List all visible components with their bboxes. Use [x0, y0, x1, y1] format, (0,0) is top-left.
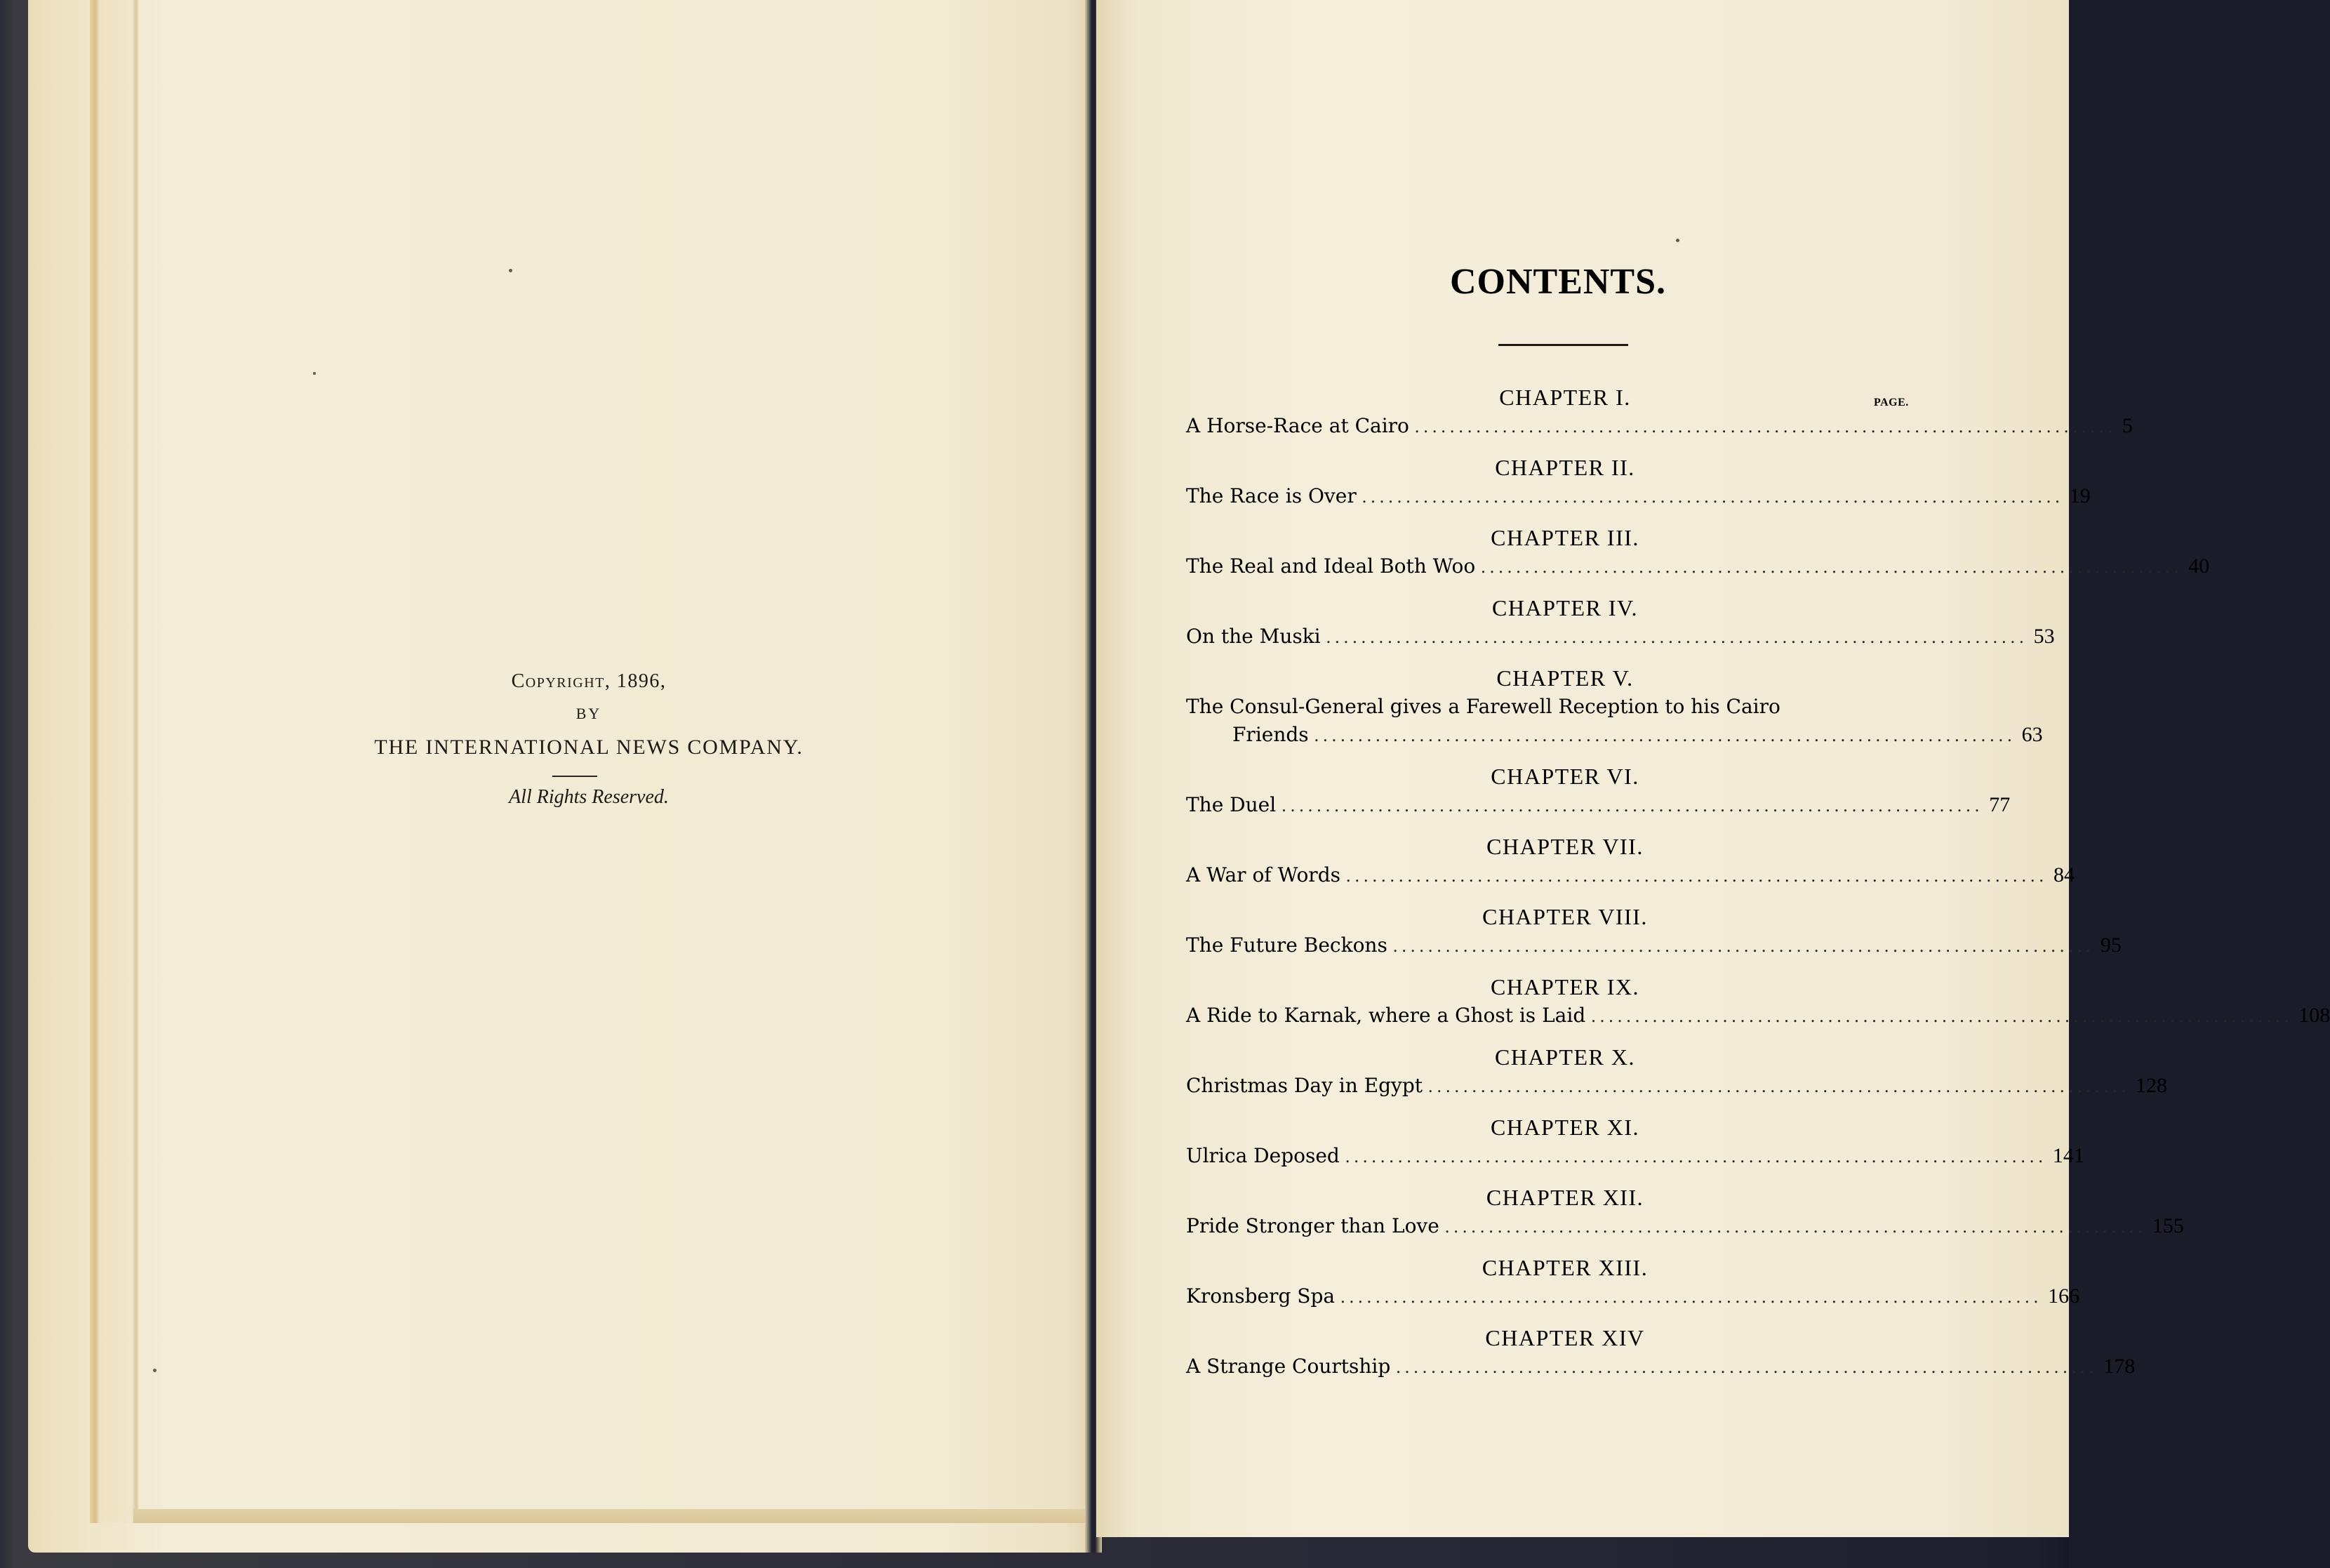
chapter-heading: CHAPTER XII.	[1486, 1185, 1644, 1210]
toc-entry	[1186, 1105, 2084, 1176]
chapter-page: 166	[2048, 1284, 2080, 1308]
contents-divider	[1498, 344, 1628, 346]
paper-speck	[313, 372, 316, 375]
chapter-heading: CHAPTER IV.	[1492, 595, 1638, 620]
chapter-heading: CHAPTER VII.	[1486, 834, 1644, 859]
copyright-divider	[552, 776, 597, 777]
chapter-page: 19	[2069, 484, 2091, 507]
leader-dots: ................................................................................	[1345, 1146, 2047, 1167]
toc-entry	[1186, 895, 2122, 965]
chapter-page: 84	[2053, 863, 2075, 886]
chapter-row	[1186, 1282, 2080, 1310]
chapter-page: 77	[1989, 793, 2011, 816]
leader-dots: ................................................................................	[1362, 486, 2064, 507]
leader-dots: ................................................................................	[1481, 557, 2183, 577]
chapter-title: A War of Words	[1186, 863, 1340, 886]
chapter-heading: CHAPTER VI.	[1491, 764, 1639, 789]
chapter-page: 63	[2021, 723, 2043, 746]
toc-entry	[1186, 1176, 2184, 1246]
leader-dots: ................................................................................	[1345, 865, 2048, 886]
leader-dots: ................................................................................	[1392, 936, 2095, 956]
chapter-heading: CHAPTER III.	[1491, 525, 1639, 550]
publisher-name: THE INTERNATIONAL NEWS COMPANY.	[374, 736, 804, 759]
chapter-page: 95	[2100, 934, 2122, 957]
chapter-row	[1186, 861, 2075, 889]
chapter-title: The Real and Ideal Both Woo	[1186, 554, 1476, 578]
chapter-title: The Future Beckons	[1186, 934, 1387, 957]
toc-entry	[1186, 376, 2133, 446]
chapter-row	[1186, 412, 2133, 440]
chapter-title: Friends	[1232, 723, 1309, 746]
chapter-row	[1186, 482, 2091, 510]
toc-entry	[1186, 755, 2011, 825]
chapter-heading: CHAPTER XIII.	[1482, 1255, 1649, 1280]
chapter-title: Kronsberg Spa	[1186, 1284, 1336, 1308]
chapter-heading: CHAPTER II.	[1495, 455, 1635, 480]
chapter-page: 141	[2052, 1144, 2084, 1167]
toc-entry	[1186, 446, 2091, 516]
by-line: BY	[575, 705, 602, 722]
chapter-page: 108	[2298, 1004, 2330, 1027]
chapter-heading: CHAPTER XI.	[1490, 1115, 1640, 1140]
toc-entry	[1186, 965, 2330, 1035]
chapter-title: A Strange Courtship	[1186, 1355, 1391, 1378]
left-page-bottom-edge	[133, 1509, 1121, 1523]
chapter-heading: CHAPTER I.	[1499, 385, 1631, 410]
page-column-header: PAGE.	[1874, 397, 1909, 408]
leader-dots: ................................................................................	[1414, 416, 2117, 437]
leader-dots: ................................................................................	[1591, 1006, 2294, 1026]
toc-entry	[1186, 516, 2210, 586]
chapter-row	[1186, 552, 2210, 580]
paper-speck	[509, 269, 512, 272]
chapter-title: On the Muski	[1186, 625, 1321, 648]
toc-entry	[1186, 825, 2075, 895]
chapter-page: 40	[2188, 554, 2210, 578]
chapter-row	[1186, 1072, 2168, 1100]
chapter-title: Ulrica Deposed	[1186, 1144, 1340, 1167]
chapter-page: 155	[2152, 1214, 2184, 1237]
chapter-heading: CHAPTER IX.	[1490, 974, 1640, 999]
chapter-heading: CHAPTER VIII.	[1482, 904, 1648, 929]
leader-dots: ................................................................................	[1444, 1216, 2147, 1237]
copyright-line: Copyright, 1896,	[511, 670, 667, 692]
leader-dots: ................................................................................	[1314, 725, 2016, 745]
toc-entry	[1186, 656, 2043, 755]
paper-speck	[153, 1369, 157, 1372]
chapter-page: 53	[2033, 625, 2055, 648]
table-of-contents	[1186, 376, 2330, 1386]
chapter-row	[1186, 791, 2011, 819]
leader-dots: ................................................................................	[1428, 1076, 2131, 1096]
chapter-title: Christmas Day in Egypt	[1186, 1074, 1423, 1097]
chapter-row	[1186, 931, 2122, 959]
chapter-row	[1186, 1142, 2084, 1170]
leader-dots: ................................................................................	[1282, 795, 1984, 816]
chapter-row	[1186, 623, 2055, 651]
left-page	[28, 0, 1093, 1553]
chapter-title: Pride Stronger than Love	[1186, 1214, 1439, 1237]
chapter-row	[1186, 1212, 2184, 1240]
rights-reserved: All Rights Reserved.	[509, 786, 669, 808]
chapter-heading: CHAPTER XIV	[1485, 1325, 1645, 1350]
chapter-row	[1186, 1002, 2330, 1030]
leader-dots: ................................................................................	[1340, 1287, 2043, 1307]
toc-entry	[1186, 586, 2055, 656]
chapter-page: 5	[2122, 414, 2133, 437]
chapter-page: 128	[2136, 1074, 2168, 1097]
leader-dots: ................................................................................	[1326, 627, 2028, 647]
toc-entry	[1186, 1035, 2168, 1105]
chapter-row	[1186, 1353, 2136, 1381]
chapter-title: A Horse-Race at Cairo	[1186, 414, 1409, 437]
chapter-title: The Race is Over	[1186, 484, 1357, 507]
toc-entry	[1186, 1246, 2080, 1316]
chapter-heading: CHAPTER V.	[1496, 665, 1634, 691]
chapter-title: A Ride to Karnak, where a Ghost is Laid	[1186, 1004, 1586, 1027]
chapter-heading: CHAPTER X.	[1495, 1044, 1635, 1070]
toc-entry	[1186, 1316, 2136, 1386]
chapter-title: The Duel	[1186, 793, 1277, 816]
paper-speck	[1676, 239, 1679, 242]
chapter-title-line1: The Consul-General gives a Farewell Reception to his Cairo	[1186, 695, 1780, 718]
left-page-edge	[90, 0, 139, 1523]
contents-title: CONTENTS.	[1449, 262, 1667, 302]
chapter-row	[1186, 721, 2043, 749]
leader-dots: ................................................................................	[1396, 1357, 2098, 1377]
chapter-page: 178	[2103, 1355, 2136, 1378]
